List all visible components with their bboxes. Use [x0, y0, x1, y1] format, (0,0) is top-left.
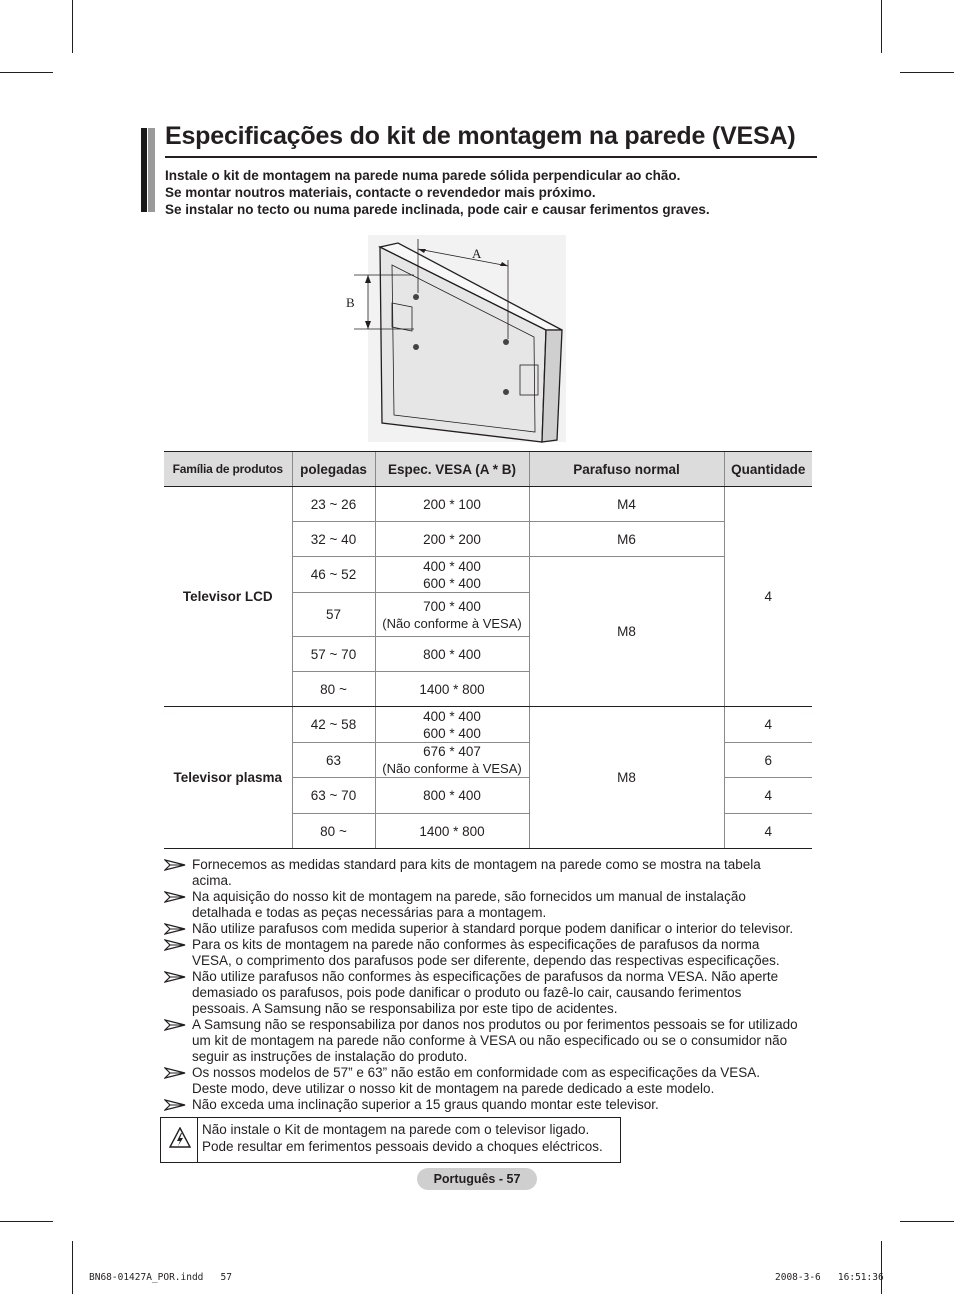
inches-cell: 23 ~ 26 — [292, 487, 375, 522]
vesa-value: 400 * 400 — [423, 558, 481, 574]
inches-cell: 42 ~ 58 — [292, 707, 375, 743]
screw-cell: M8 — [529, 707, 724, 849]
note-line: Não utilize parafusos com medida superior à standard porque podem danificar o interior do televisor. — [192, 921, 794, 936]
note-line: A Samsung não se responsabiliza por danos nos produtos ou por ferimentos pessoais se for utilizado — [192, 1017, 798, 1032]
warning-line: Não instale o Kit de montagem na parede com o televisor ligado. — [202, 1122, 590, 1137]
crop-mark — [72, 1241, 73, 1294]
note-line: Deste modo, deve utilizar o nosso kit de montagem na parede dedicado a este modelo. — [192, 1081, 715, 1096]
vesa-value: 600 * 400 — [423, 725, 481, 741]
arrow-bullet-icon — [164, 1067, 186, 1079]
warning-icon-box — [161, 1118, 198, 1162]
wall-mount-diagram — [340, 235, 570, 443]
crop-mark — [881, 1241, 882, 1294]
note-line: Não exceda uma inclinação superior a 15 graus quando montar este televisor. — [192, 1097, 659, 1112]
print-footer-file: BN68-01427A_POR.indd 57 — [89, 1272, 232, 1283]
screw-cell: M4 — [529, 487, 724, 522]
note-item — [164, 1017, 824, 1065]
quantity-cell: 6 — [724, 743, 812, 778]
note-item — [164, 937, 824, 969]
header-product-family: Família de produtos — [164, 452, 292, 487]
vesa-note: (Não conforme à VESA) — [382, 761, 522, 776]
vesa-cell — [375, 743, 529, 778]
note-line: um kit de montagem na parede não conforme à VESA ou não especificado ou se o consumidor não — [192, 1033, 788, 1048]
vesa-spec-table — [164, 451, 812, 849]
vesa-cell: 1400 * 800 — [375, 814, 529, 849]
note-item — [164, 889, 824, 921]
vesa-value: 676 * 407 — [423, 744, 481, 759]
crop-mark — [881, 0, 882, 53]
quantity-cell: 4 — [724, 778, 812, 814]
warning-line: Pode resultar em ferimentos pessoais devido a choques eléctricos. — [202, 1139, 603, 1154]
note-line: Não utilize parafusos não conformes às especificações de parafusos da norma VESA. Não aperte — [192, 969, 779, 984]
header-vesa-spec: Espec. VESA (A * B) — [375, 452, 529, 487]
page-number-badge: Português - 57 — [417, 1168, 537, 1190]
quantity-cell: 4 — [724, 814, 812, 849]
note-line: VESA, o comprimento dos parafusos pode ser diferente, dependo das respectivas especificações. — [192, 953, 780, 968]
vesa-cell: 1400 * 800 — [375, 672, 529, 707]
arrow-bullet-icon — [164, 939, 186, 951]
vesa-cell — [375, 557, 529, 593]
vesa-value: 400 * 400 — [423, 708, 481, 724]
intro-line: Se montar noutros materiais, contacte o revendedor mais próximo. — [165, 185, 596, 200]
lightning-warning-icon — [169, 1127, 191, 1149]
vesa-value: 700 * 400 — [423, 598, 481, 614]
arrow-bullet-icon — [164, 1099, 186, 1111]
title-underline — [165, 156, 817, 158]
note-line: Na aquisição do nosso kit de montagem na parede, são fornecidos um manual de instalação — [192, 889, 746, 904]
warning-text — [202, 1121, 603, 1155]
page-title: Especificações do kit de montagem na parede (VESA) — [165, 122, 796, 150]
note-line: acima. — [192, 873, 232, 888]
note-item — [164, 1097, 824, 1113]
inches-cell: 57 — [292, 593, 375, 637]
arrow-bullet-icon — [164, 859, 186, 871]
vesa-note: (Não conforme à VESA) — [382, 615, 522, 631]
note-item — [164, 1065, 824, 1097]
notes-list — [164, 857, 824, 1113]
screw-cell: M6 — [529, 522, 724, 557]
crop-mark — [900, 1221, 954, 1222]
quantity-cell: 4 — [724, 487, 812, 707]
intro-warning — [165, 167, 825, 218]
header-quantity: Quantidade — [724, 452, 812, 487]
quantity-cell: 4 — [724, 707, 812, 743]
inches-cell: 46 ~ 52 — [292, 557, 375, 593]
table-row — [164, 707, 812, 743]
arrow-bullet-icon — [164, 1019, 186, 1031]
note-line: Para os kits de montagem na parede não conformes às especificações de parafusos da norma — [192, 937, 760, 952]
arrow-bullet-icon — [164, 971, 186, 983]
electric-shock-warning — [160, 1117, 621, 1163]
dimension-label-b: B — [346, 295, 355, 310]
vesa-value: 600 * 400 — [423, 575, 481, 591]
table-row — [164, 487, 812, 522]
crop-mark — [0, 72, 53, 73]
note-item — [164, 969, 824, 1017]
vesa-cell: 200 * 100 — [375, 487, 529, 522]
note-line: pessoais. A Samsung não se responsabiliza por este tipo de acidentes. — [192, 1001, 618, 1016]
vesa-cell: 800 * 400 — [375, 778, 529, 814]
inches-cell: 32 ~ 40 — [292, 522, 375, 557]
screw-cell: M8 — [529, 557, 724, 707]
inches-cell: 80 ~ — [292, 672, 375, 707]
crop-mark — [72, 0, 73, 53]
family-plasma: Televisor plasma — [164, 707, 292, 849]
note-line: Fornecemos as medidas standard para kits de montagem na parede como se mostra na tabela — [192, 857, 761, 872]
intro-line: Se instalar no tecto ou numa parede inclinada, pode cair e causar ferimentos graves. — [165, 202, 710, 217]
intro-line: Instale o kit de montagem na parede numa parede sólida perpendicular ao chão. — [165, 168, 681, 183]
crop-mark — [0, 1221, 53, 1222]
vesa-cell — [375, 707, 529, 743]
family-lcd: Televisor LCD — [164, 487, 292, 707]
note-line: demasiado os parafusos, pois pode danificar o produto ou fazê-lo cair, causando ferimentos — [192, 985, 742, 1000]
note-item — [164, 857, 824, 889]
print-footer-timestamp: 2008-3-6 16:51:36 — [775, 1272, 884, 1283]
inches-cell: 80 ~ — [292, 814, 375, 849]
inches-cell: 57 ~ 70 — [292, 637, 375, 672]
header-inches: polegadas — [292, 452, 375, 487]
title-accent-bar — [148, 128, 155, 212]
title-accent-bar — [141, 128, 147, 212]
note-item — [164, 921, 824, 937]
inches-cell: 63 ~ 70 — [292, 778, 375, 814]
vesa-cell: 800 * 400 — [375, 637, 529, 672]
dimension-label-a: A — [472, 246, 482, 261]
inches-cell: 63 — [292, 743, 375, 778]
vesa-cell — [375, 593, 529, 637]
arrow-bullet-icon — [164, 923, 186, 935]
arrow-bullet-icon — [164, 891, 186, 903]
note-line: Os nossos modelos de 57” e 63” não estão em conformidade com as especificações da VESA. — [192, 1065, 761, 1080]
note-line: detalhada e todas as peças necessárias para a montagem. — [192, 905, 547, 920]
table-header-row — [164, 452, 812, 487]
vesa-cell: 200 * 200 — [375, 522, 529, 557]
crop-mark — [900, 72, 954, 73]
note-line: seguir as instruções de instalação do produto. — [192, 1049, 468, 1064]
header-screw: Parafuso normal — [529, 452, 724, 487]
